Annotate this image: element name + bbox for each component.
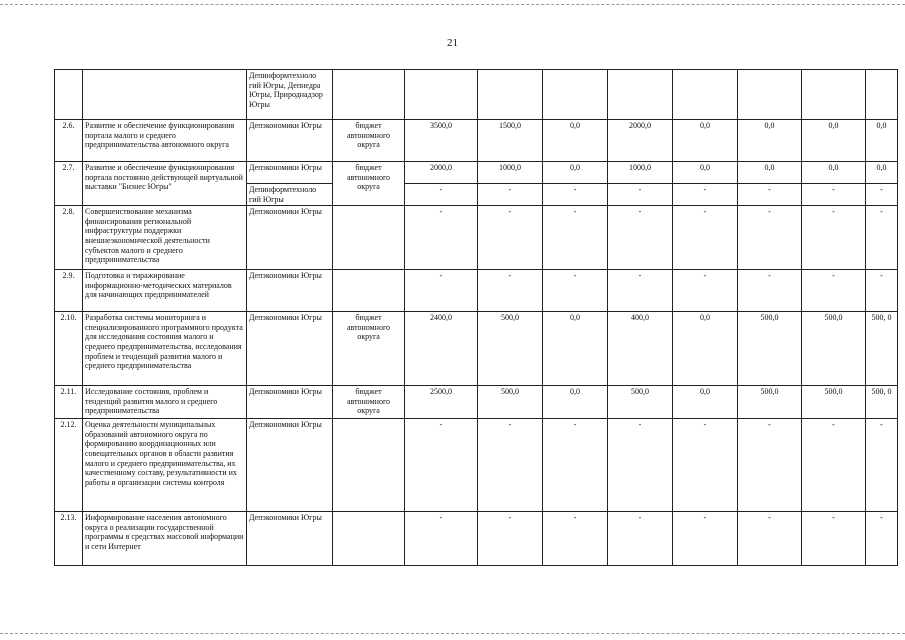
activity-name: [83, 70, 247, 120]
funding-source: [333, 512, 405, 566]
amount-cell: -: [608, 206, 673, 270]
amount-cell: -: [802, 419, 866, 512]
activity-name: Оценка деятельности муниципальных образований автономного округа по формированию координационных или совещательных органов в области развития малого и среднего предпринимательства, их качественному составу, результативности их работы и организации системы контроля: [83, 419, 247, 512]
amount-cell: [478, 70, 543, 120]
funding-source: бюджет автономного округа: [333, 162, 405, 206]
amount-cell: -: [608, 512, 673, 566]
amount-cell: 2000,0: [608, 120, 673, 162]
table-row: [55, 120, 898, 162]
amount-cell: -: [405, 270, 478, 312]
amount-cell: [543, 162, 608, 206]
table-row: [55, 312, 898, 386]
amount-primary: 0,0: [700, 163, 710, 172]
amount-cell: -: [405, 419, 478, 512]
amount-secondary: -: [543, 183, 607, 196]
table-row: [55, 162, 898, 206]
amount-cell: [866, 70, 898, 120]
executor: Депэкономики Югры: [247, 270, 333, 312]
amount-secondary: -: [866, 183, 897, 196]
amount-cell: [405, 70, 478, 120]
amount-cell: 0,0: [673, 120, 738, 162]
table-row: [55, 512, 898, 566]
amount-cell: -: [738, 206, 802, 270]
funding-source: бюджет автономного округа: [333, 386, 405, 419]
funding-source: [333, 419, 405, 512]
amount-cell: 500,0: [802, 312, 866, 386]
row-number: 2.10.: [55, 312, 83, 386]
amount-secondary: -: [608, 183, 672, 196]
amount-cell: [478, 162, 543, 206]
amount-primary: 1000,0: [499, 163, 521, 172]
amount-cell: -: [478, 206, 543, 270]
executor: Депэкономики Югры: [247, 419, 333, 512]
amount-cell: 500, 0: [866, 312, 898, 386]
amount-secondary: -: [673, 183, 737, 196]
amount-cell: 2500,0: [405, 386, 478, 419]
page-number: 21: [447, 37, 458, 49]
activity-name: Совершенствование механизма финансирования региональной инфраструктуры поддержки внешнеэкономической деятельности субъектов малого и среднего предпринимательства: [83, 206, 247, 270]
activity-name: Развитие и обеспечение функционирования портала малого и среднего предпринимательства автономного округа: [83, 120, 247, 162]
activity-name: Подготовка и тиражирование информационно-методических материалов для начинающих предпринимателей: [83, 270, 247, 312]
amount-cell: 0,0: [543, 120, 608, 162]
amount-cell: 2400,0: [405, 312, 478, 386]
table-row: [55, 386, 898, 419]
row-number: 2.8.: [55, 206, 83, 270]
executor: Депэкономики Югры: [247, 120, 333, 162]
table-row: [55, 70, 898, 120]
amount-cell: -: [738, 512, 802, 566]
program-activities-table: [54, 69, 898, 566]
amount-cell: -: [802, 270, 866, 312]
amount-cell: -: [866, 270, 898, 312]
executor: Депэкономики Югры: [247, 512, 333, 566]
amount-secondary: -: [405, 183, 477, 196]
amount-cell: -: [543, 270, 608, 312]
amount-cell: [543, 70, 608, 120]
amount-cell: 500,0: [478, 386, 543, 419]
amount-cell: 500,0: [738, 312, 802, 386]
amount-cell: [738, 70, 802, 120]
amount-cell: -: [802, 206, 866, 270]
amount-cell: [608, 70, 673, 120]
amount-cell: -: [478, 270, 543, 312]
amount-cell: -: [405, 512, 478, 566]
amount-cell: 0,0: [738, 120, 802, 162]
amount-primary: 2000,0: [430, 163, 452, 172]
funding-source: [333, 70, 405, 120]
amount-cell: 400,0: [608, 312, 673, 386]
executor: Депинформтехноло гий Югры, Депнедра Югры, Природнадзор Югры: [247, 70, 333, 120]
amount-cell: 3500,0: [405, 120, 478, 162]
amount-primary: 0,0: [828, 163, 839, 172]
amount-cell: -: [673, 512, 738, 566]
amount-cell: 500,0: [802, 386, 866, 419]
amount-cell: 500, 0: [866, 386, 898, 419]
amount-cell: [802, 70, 866, 120]
amount-cell: -: [866, 512, 898, 566]
row-number: 2.9.: [55, 270, 83, 312]
amount-cell: [673, 162, 738, 206]
table-row: [55, 419, 898, 512]
table-row: [55, 270, 898, 312]
amount-primary: 0,0: [570, 163, 580, 172]
amount-cell: [866, 162, 898, 206]
executor: Депэкономики Югры: [247, 386, 333, 419]
executor-secondary: Депинформтехноло гий Югры: [247, 183, 332, 205]
table-row: [55, 206, 898, 270]
amount-cell: -: [478, 512, 543, 566]
activity-name: Развитие и обеспечение функционирования портала постоянно действующей виртуальной выставки "Бизнес Югры": [83, 162, 247, 206]
amount-cell: [673, 70, 738, 120]
amount-secondary: -: [738, 183, 801, 196]
amount-cell: 0,0: [802, 120, 866, 162]
amount-cell: [738, 162, 802, 206]
amount-cell: 0,0: [866, 120, 898, 162]
funding-source: [333, 270, 405, 312]
amount-cell: -: [802, 512, 866, 566]
amount-cell: -: [543, 512, 608, 566]
amount-cell: -: [608, 419, 673, 512]
row-number: 2.12.: [55, 419, 83, 512]
amount-cell: 500,0: [478, 312, 543, 386]
amount-cell: -: [673, 419, 738, 512]
amount-cell: 500,0: [608, 386, 673, 419]
amount-cell: -: [405, 206, 478, 270]
amount-cell: [608, 162, 673, 206]
amount-cell: -: [673, 206, 738, 270]
amount-cell: [405, 162, 478, 206]
executor: [247, 162, 333, 206]
amount-cell: -: [866, 419, 898, 512]
row-number: 2.7.: [55, 162, 83, 206]
amount-cell: -: [673, 270, 738, 312]
amount-cell: 0,0: [673, 312, 738, 386]
amount-primary: 1000,0: [629, 163, 651, 172]
amount-secondary: -: [478, 183, 542, 196]
amount-cell: -: [738, 419, 802, 512]
amount-cell: -: [738, 270, 802, 312]
amount-cell: -: [478, 419, 543, 512]
scan-edge-bottom: [0, 633, 905, 634]
amount-secondary: -: [802, 183, 865, 196]
executor: Депэкономики Югры: [247, 312, 333, 386]
amount-primary: 0,0: [876, 163, 887, 172]
funding-source: [333, 206, 405, 270]
amount-cell: 1500,0: [478, 120, 543, 162]
funding-source: бюджет автономного округа: [333, 120, 405, 162]
amount-cell: 0,0: [543, 312, 608, 386]
amount-cell: -: [608, 270, 673, 312]
amount-cell: [802, 162, 866, 206]
amount-cell: -: [543, 206, 608, 270]
activity-name: Информирование населения автономного округа о реализации государственной программы в средствах массовой информации и сети Интернет: [83, 512, 247, 566]
funding-source: бюджет автономного округа: [333, 312, 405, 386]
scan-edge-top: [0, 4, 905, 5]
row-number: [55, 70, 83, 120]
amount-cell: 500,0: [738, 386, 802, 419]
amount-cell: -: [543, 419, 608, 512]
executor-primary: Депэкономики Югры: [249, 163, 322, 172]
amount-cell: 0,0: [543, 386, 608, 419]
activity-name: Исследование состояния, проблем и тенденций развития малого и среднего предпринимательства: [83, 386, 247, 419]
row-number: 2.11.: [55, 386, 83, 419]
row-number: 2.13.: [55, 512, 83, 566]
row-number: 2.6.: [55, 120, 83, 162]
amount-primary: 0,0: [764, 163, 775, 172]
executor: Депэкономики Югры: [247, 206, 333, 270]
activity-name: Разработка системы мониторинга и специализированного программного продукта для исследования состояния малого и среднего предпринимательства, исследования проблем и тенденций развития малого и среднего предпринимательства: [83, 312, 247, 386]
amount-cell: 0,0: [673, 386, 738, 419]
amount-cell: -: [866, 206, 898, 270]
